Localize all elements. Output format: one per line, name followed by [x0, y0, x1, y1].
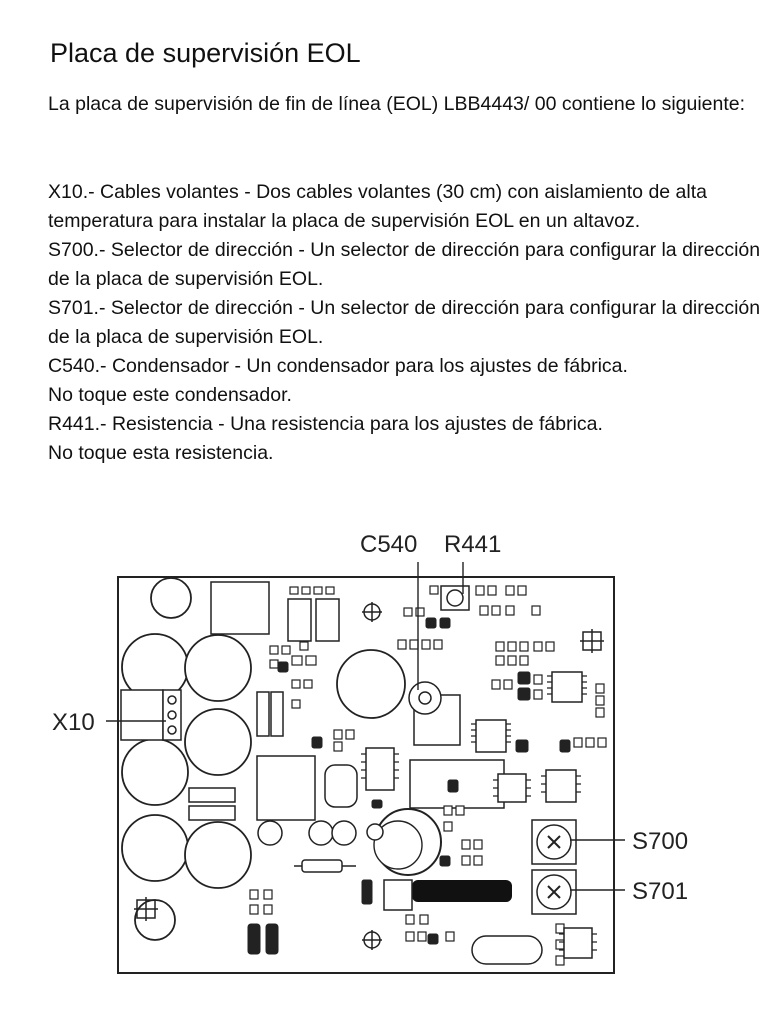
item-r441-warning: No toque esta resistencia.	[48, 442, 274, 464]
eol-board-diagram	[0, 500, 768, 1024]
item-x10: X10.- Cables volantes - Dos cables volantes (30 cm) con aislamiento de alta temperatura para instalar la placa de supervisión EOL en un altavoz.	[48, 181, 707, 232]
s700-selector	[532, 820, 576, 864]
label-r441: R441	[444, 531, 502, 558]
item-c540-warning: No toque este condensador.	[48, 384, 292, 406]
intro-paragraph: La placa de supervisión de fin de línea (EOL) LBB4443/ 00 contiene lo siguiente:	[48, 93, 746, 115]
x10-connector	[121, 690, 181, 740]
item-r441: R441.- Resistencia - Una resistencia para los ajustes de fábrica.	[48, 413, 603, 435]
c540-trimmer	[409, 682, 441, 714]
page-title: Placa de supervisión EOL	[50, 38, 361, 68]
label-s701: S701	[632, 878, 689, 905]
s701-selector	[532, 870, 576, 914]
inductor-base	[384, 880, 412, 910]
item-c540: C540.- Condensador - Un condensador para los ajustes de fábrica.	[48, 355, 628, 377]
item-s701: S701.- Selector de dirección - Un selector de dirección para configurar la dirección de la placa de supervisión EOL.	[48, 297, 761, 348]
label-x10: X10	[52, 709, 95, 736]
item-s700: S700.- Selector de dirección - Un selector de dirección para configurar la dirección de la placa de supervisión EOL.	[48, 239, 761, 290]
component-list	[48, 178, 764, 468]
label-s700: S700	[632, 828, 689, 855]
inductor-bar	[412, 880, 512, 902]
r441-trimmer	[441, 586, 469, 610]
round-transformer	[374, 809, 441, 875]
label-c540: C540	[360, 531, 418, 558]
